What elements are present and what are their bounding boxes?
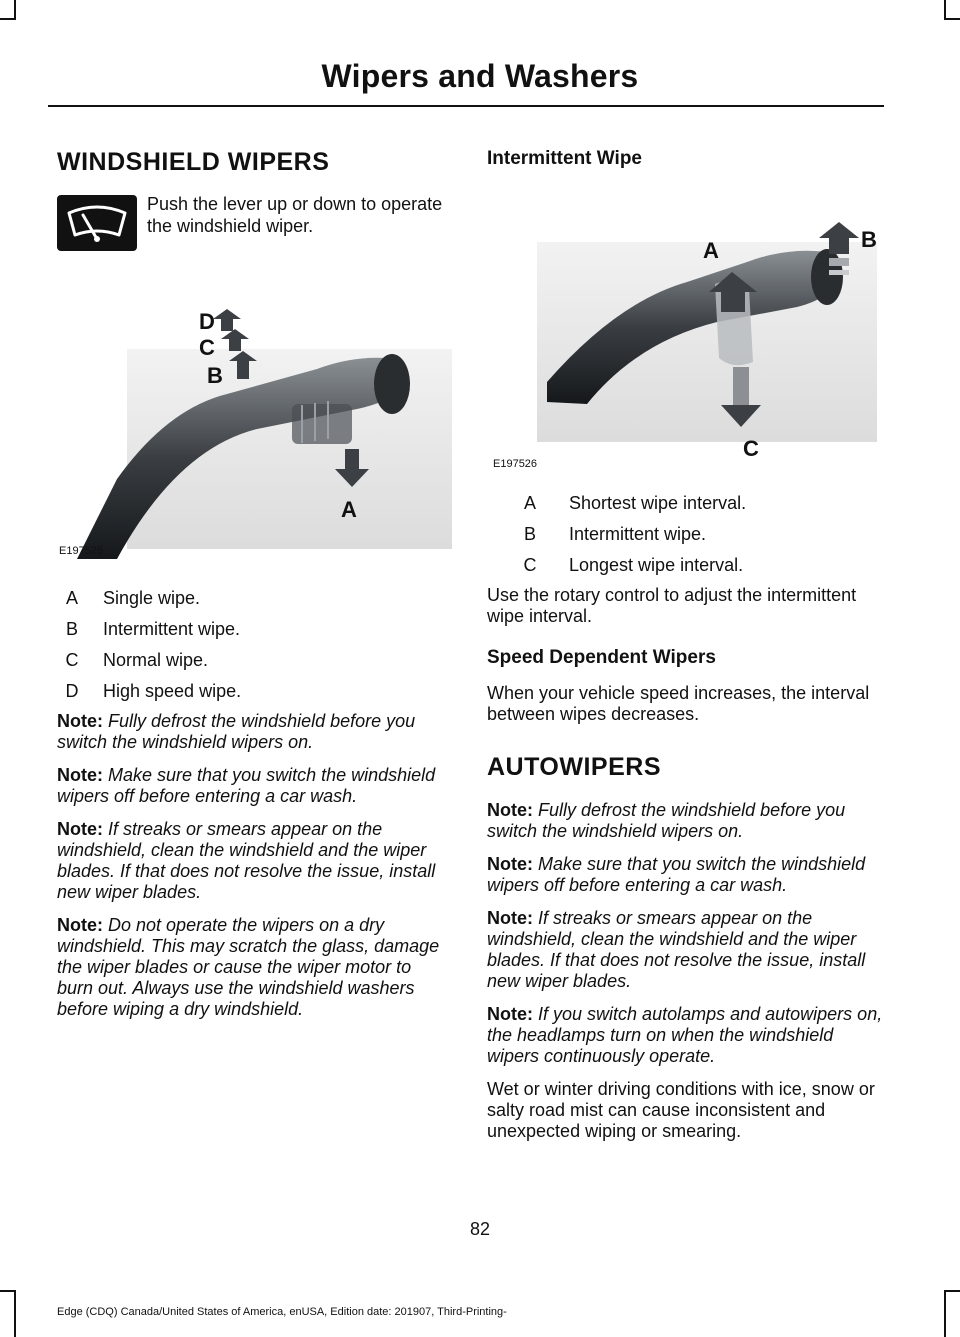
note-label: Note:	[57, 915, 103, 935]
legend-row	[515, 523, 887, 545]
crop-mark	[944, 1290, 960, 1292]
wiper-legend	[57, 587, 452, 702]
legend-row	[57, 618, 452, 640]
note	[57, 711, 452, 753]
speed-dependent-text: When your vehicle speed increases, the interval between wipes decreases.	[487, 683, 870, 724]
note	[487, 854, 887, 896]
note-text: Do not operate the wipers on a dry windshield. This may scratch the glass, damage the wiper blades or cause the wiper motor to burn out. Always use the windshield washers before wiping a dry windshield.	[57, 915, 440, 1019]
wiper-lever-illustration	[57, 309, 452, 579]
footer-edition-text: Edge (CDQ) Canada/United States of America, enUSA, Edition date: 201907, Third-Printing-	[57, 1306, 507, 1318]
note-text: If you switch autolamps and autowipers on, the headlamps turn on when the windshield wipers continuously operate.	[487, 1004, 883, 1066]
intermittent-wipe-heading: Intermittent Wipe	[487, 148, 642, 169]
label-d: D	[199, 309, 215, 334]
note-label: Note:	[487, 854, 533, 874]
note-text: Make sure that you switch the windshield wipers off before entering a car wash.	[487, 854, 866, 895]
intermittent-lever-illustration	[487, 192, 877, 472]
note-text: If streaks or smears appear on the windshield, clean the windshield and the wiper blades. If that does not resolve the issue, install new wiper blades.	[487, 908, 866, 991]
note	[487, 800, 887, 842]
note	[57, 819, 452, 903]
intermittent-figure	[487, 192, 877, 472]
intermittent-legend	[487, 492, 887, 576]
page-number: 82	[469, 1219, 491, 1239]
crop-mark	[0, 18, 16, 20]
note	[57, 915, 452, 1020]
header-divider	[48, 105, 884, 107]
right-column	[487, 140, 887, 1154]
legend-row	[515, 492, 887, 514]
autowipers-heading: AUTOWIPERS	[487, 753, 661, 781]
legend-row	[57, 649, 452, 671]
crop-mark	[14, 1290, 16, 1337]
legend-row	[57, 587, 452, 609]
note-label: Note:	[487, 1004, 533, 1024]
wiper-lever-figure	[57, 309, 452, 579]
legend-value: Longest wipe interval.	[569, 555, 744, 575]
note-label: Note:	[57, 819, 103, 839]
legend-key: C	[523, 555, 537, 575]
note-label: Note:	[487, 908, 533, 928]
legend-value: Shortest wipe interval.	[569, 493, 747, 513]
note	[487, 908, 887, 992]
note-label: Note:	[57, 711, 103, 731]
windshield-wiper-icon	[57, 195, 137, 251]
crop-mark	[0, 1290, 16, 1292]
label-b: B	[207, 363, 223, 388]
note-text: Fully defrost the windshield before you switch the windshield wipers on.	[57, 711, 416, 752]
legend-value: Single wipe.	[103, 588, 201, 608]
page-header-title: Wipers and Washers	[321, 58, 639, 94]
closing-text: Wet or winter driving conditions with ice, snow or salty road mist can cause inconsistent and unexpected wiping or smearing.	[487, 1079, 875, 1141]
legend-row	[57, 680, 452, 702]
legend-key: B	[65, 619, 78, 639]
figure-code: E197525	[59, 545, 104, 557]
figure-code: E197526	[493, 458, 538, 470]
rotary-text: Use the rotary control to adjust the intermittent wipe interval.	[487, 585, 857, 626]
legend-value: Normal wipe.	[103, 650, 209, 670]
label-b: B	[861, 227, 877, 252]
legend-value: High speed wipe.	[103, 681, 242, 701]
note-label: Note:	[57, 765, 103, 785]
note-text: Make sure that you switch the windshield wipers off before entering a car wash.	[57, 765, 436, 806]
note-text: Fully defrost the windshield before you switch the windshield wipers on.	[487, 800, 846, 841]
wiper-intro	[57, 193, 452, 293]
legend-row	[515, 554, 887, 576]
windshield-wipers-heading: WINDSHIELD WIPERS	[57, 148, 330, 176]
label-a: A	[341, 497, 357, 522]
label-c: C	[743, 436, 759, 461]
crop-mark	[944, 0, 946, 20]
legend-key: A	[65, 588, 78, 608]
label-c: C	[199, 335, 215, 360]
left-column	[57, 140, 452, 1032]
note-label: Note:	[487, 800, 533, 820]
speed-dependent-heading: Speed Dependent Wipers	[487, 647, 716, 668]
note	[57, 765, 452, 807]
right-notes	[487, 800, 887, 1067]
label-a: A	[703, 238, 719, 263]
left-notes	[57, 711, 452, 1020]
legend-key: B	[523, 524, 536, 544]
wiper-intro-text: Push the lever up or down to operate the windshield wiper.	[147, 194, 443, 236]
note	[487, 1004, 887, 1067]
legend-value: Intermittent wipe.	[103, 619, 241, 639]
legend-key: D	[65, 681, 79, 701]
crop-mark	[14, 0, 16, 20]
crop-mark	[944, 18, 960, 20]
note-text: If streaks or smears appear on the windshield, clean the windshield and the wiper blades. If that does not resolve the issue, install new wiper blades.	[57, 819, 436, 902]
crop-mark	[944, 1290, 946, 1337]
legend-value: Intermittent wipe.	[569, 524, 707, 544]
legend-key: A	[523, 493, 536, 513]
legend-key: C	[65, 650, 79, 670]
